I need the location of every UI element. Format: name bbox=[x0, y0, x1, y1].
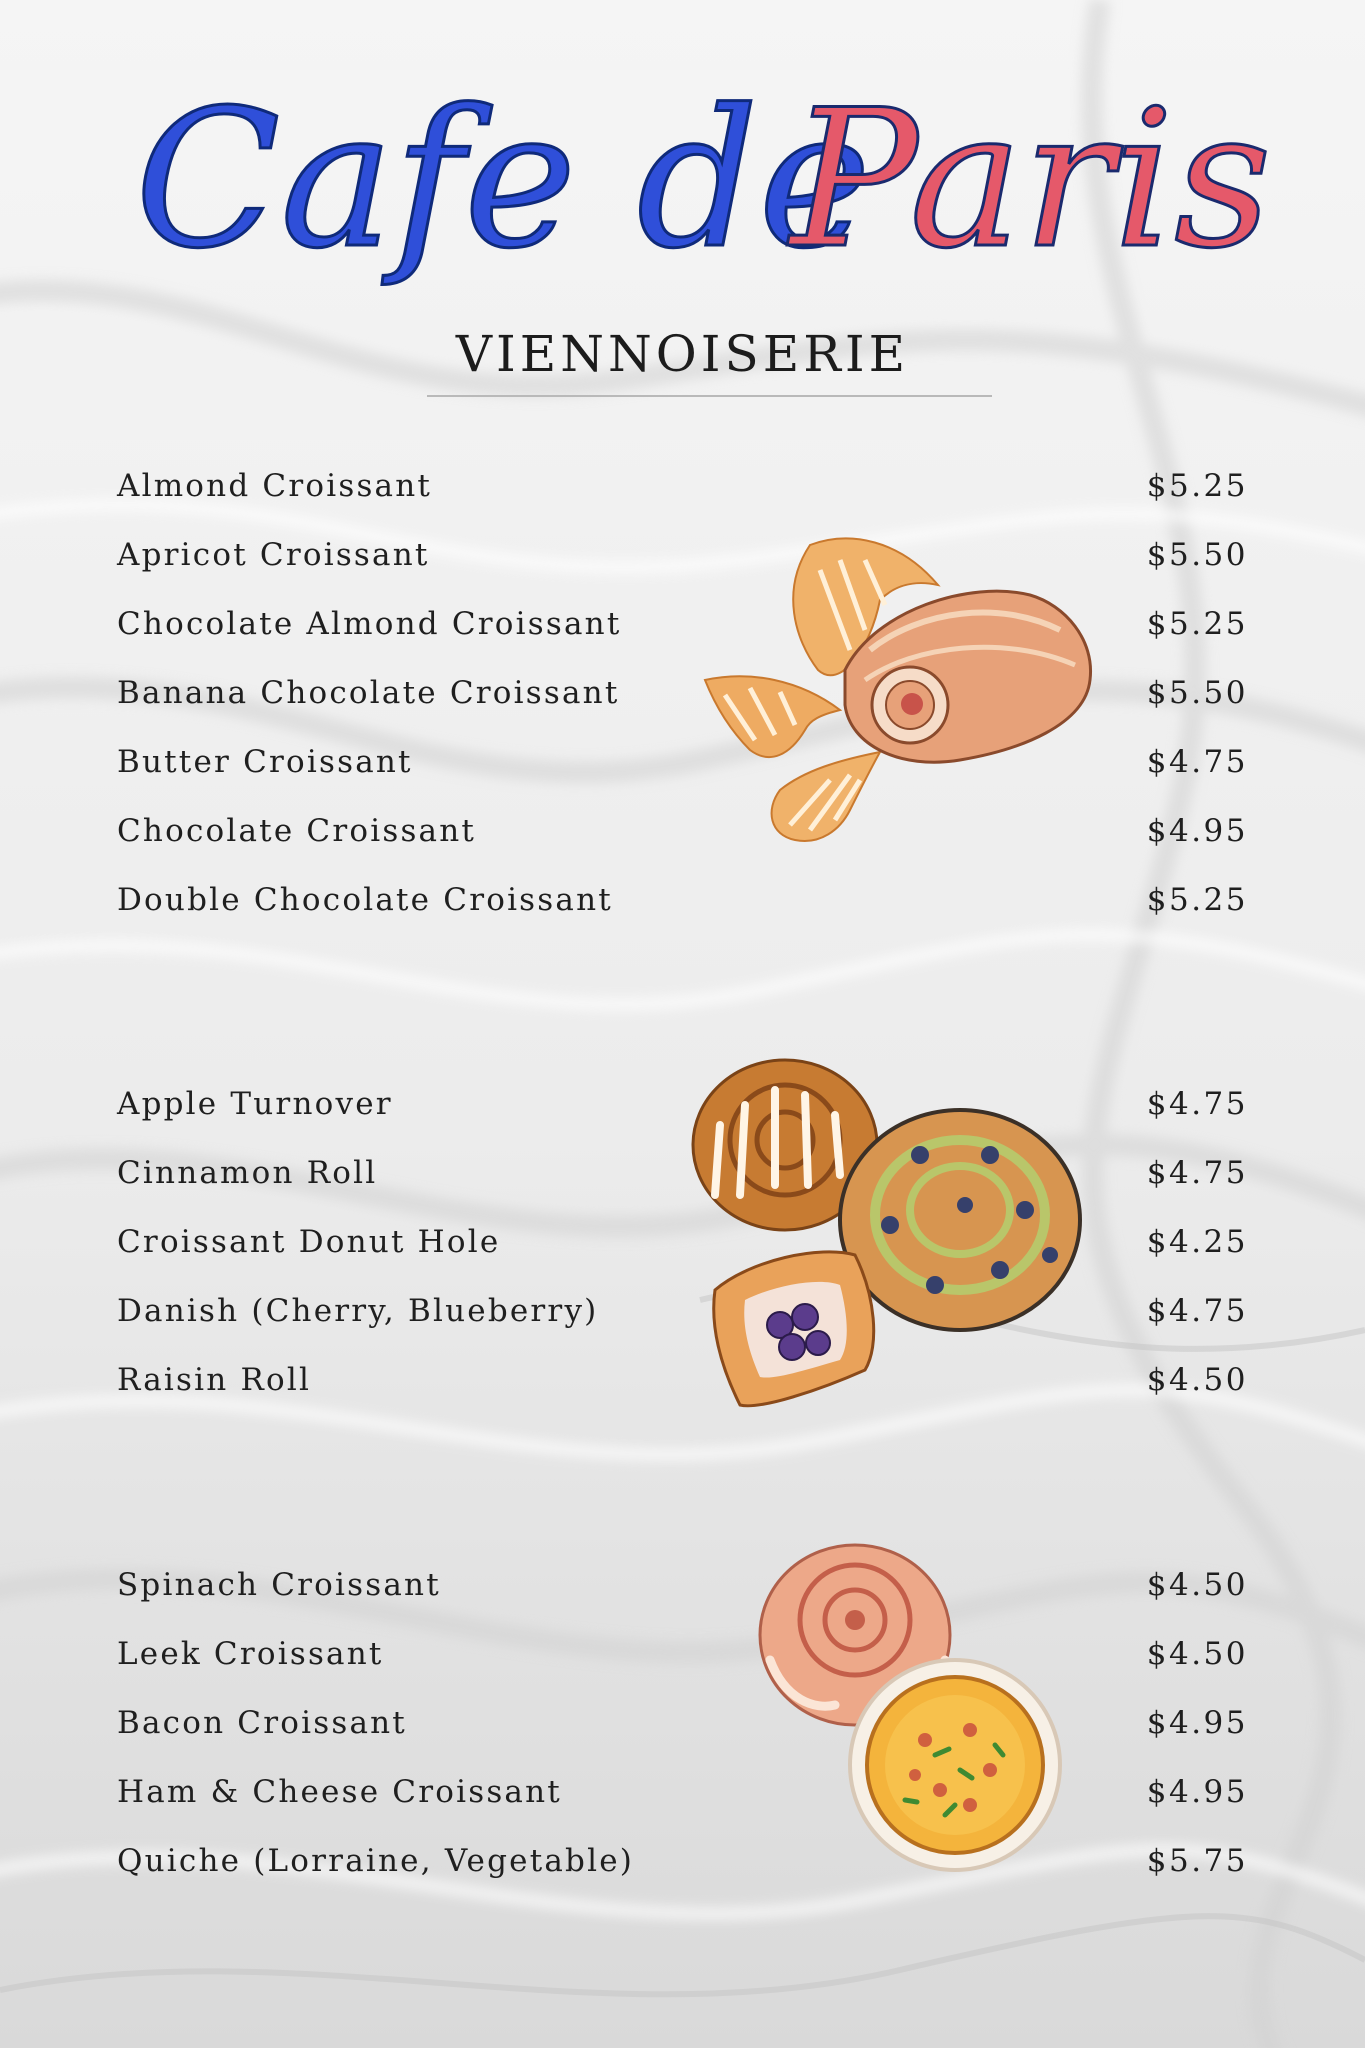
menu-item bbox=[0, 1567, 1365, 1636]
menu-item bbox=[0, 1155, 1365, 1224]
item-price: $5.25 bbox=[1146, 606, 1248, 642]
menu-item bbox=[0, 1774, 1365, 1843]
menu-item bbox=[0, 1224, 1365, 1293]
logo-text-paris: Paris bbox=[790, 69, 1272, 290]
menu-group-croissants bbox=[0, 468, 1365, 951]
item-name: Croissant Donut Hole bbox=[117, 1224, 501, 1260]
item-price: $4.95 bbox=[1146, 1705, 1248, 1741]
menu-group-sweet-pastries bbox=[0, 1086, 1365, 1431]
item-name: Bacon Croissant bbox=[117, 1705, 407, 1741]
item-name: Chocolate Croissant bbox=[117, 813, 477, 849]
menu-item bbox=[0, 744, 1365, 813]
title-divider bbox=[427, 395, 992, 397]
menu-item bbox=[0, 1293, 1365, 1362]
item-price: $4.95 bbox=[1146, 1774, 1248, 1810]
menu-item bbox=[0, 1843, 1365, 1912]
item-name: Quiche (Lorraine, Vegetable) bbox=[117, 1843, 635, 1879]
menu-item bbox=[0, 1362, 1365, 1431]
item-price: $5.75 bbox=[1146, 1843, 1248, 1879]
item-name: Ham & Cheese Croissant bbox=[117, 1774, 562, 1810]
item-price: $4.75 bbox=[1146, 1293, 1248, 1329]
item-price: $4.75 bbox=[1146, 744, 1248, 780]
cafe-logo bbox=[0, 20, 1365, 350]
item-name: Cinnamon Roll bbox=[117, 1155, 378, 1191]
menu-item bbox=[0, 606, 1365, 675]
item-price: $4.50 bbox=[1146, 1636, 1248, 1672]
menu-item bbox=[0, 468, 1365, 537]
item-name: Almond Croissant bbox=[117, 468, 433, 504]
menu-item bbox=[0, 813, 1365, 882]
menu-item bbox=[0, 1086, 1365, 1155]
menu-item bbox=[0, 675, 1365, 744]
item-price: $4.75 bbox=[1146, 1155, 1248, 1191]
logo-text-cafe-de: Cafe de bbox=[135, 69, 871, 290]
item-name: Chocolate Almond Croissant bbox=[117, 606, 622, 642]
item-price: $5.50 bbox=[1146, 537, 1248, 573]
section-title: VIENNOISERIE bbox=[455, 325, 910, 383]
item-name: Butter Croissant bbox=[117, 744, 413, 780]
item-price: $5.25 bbox=[1146, 468, 1248, 504]
menu-item bbox=[0, 882, 1365, 951]
item-price: $4.75 bbox=[1146, 1086, 1248, 1122]
menu-item bbox=[0, 537, 1365, 606]
menu-item bbox=[0, 1705, 1365, 1774]
item-name: Spinach Croissant bbox=[117, 1567, 441, 1603]
item-price: $5.25 bbox=[1146, 882, 1248, 918]
menu-item bbox=[0, 1636, 1365, 1705]
item-name: Double Chocolate Croissant bbox=[117, 882, 613, 918]
item-price: $4.95 bbox=[1146, 813, 1248, 849]
item-name: Raisin Roll bbox=[117, 1362, 312, 1398]
item-name: Apricot Croissant bbox=[117, 537, 430, 573]
item-name: Apple Turnover bbox=[117, 1086, 393, 1122]
item-price: $4.50 bbox=[1146, 1362, 1248, 1398]
item-name: Leek Croissant bbox=[117, 1636, 384, 1672]
item-name: Banana Chocolate Croissant bbox=[117, 675, 620, 711]
item-price: $4.50 bbox=[1146, 1567, 1248, 1603]
item-name: Danish (Cherry, Blueberry) bbox=[117, 1293, 599, 1329]
menu-group-savory-pastries bbox=[0, 1567, 1365, 1912]
item-price: $5.50 bbox=[1146, 675, 1248, 711]
item-price: $4.25 bbox=[1146, 1224, 1248, 1260]
